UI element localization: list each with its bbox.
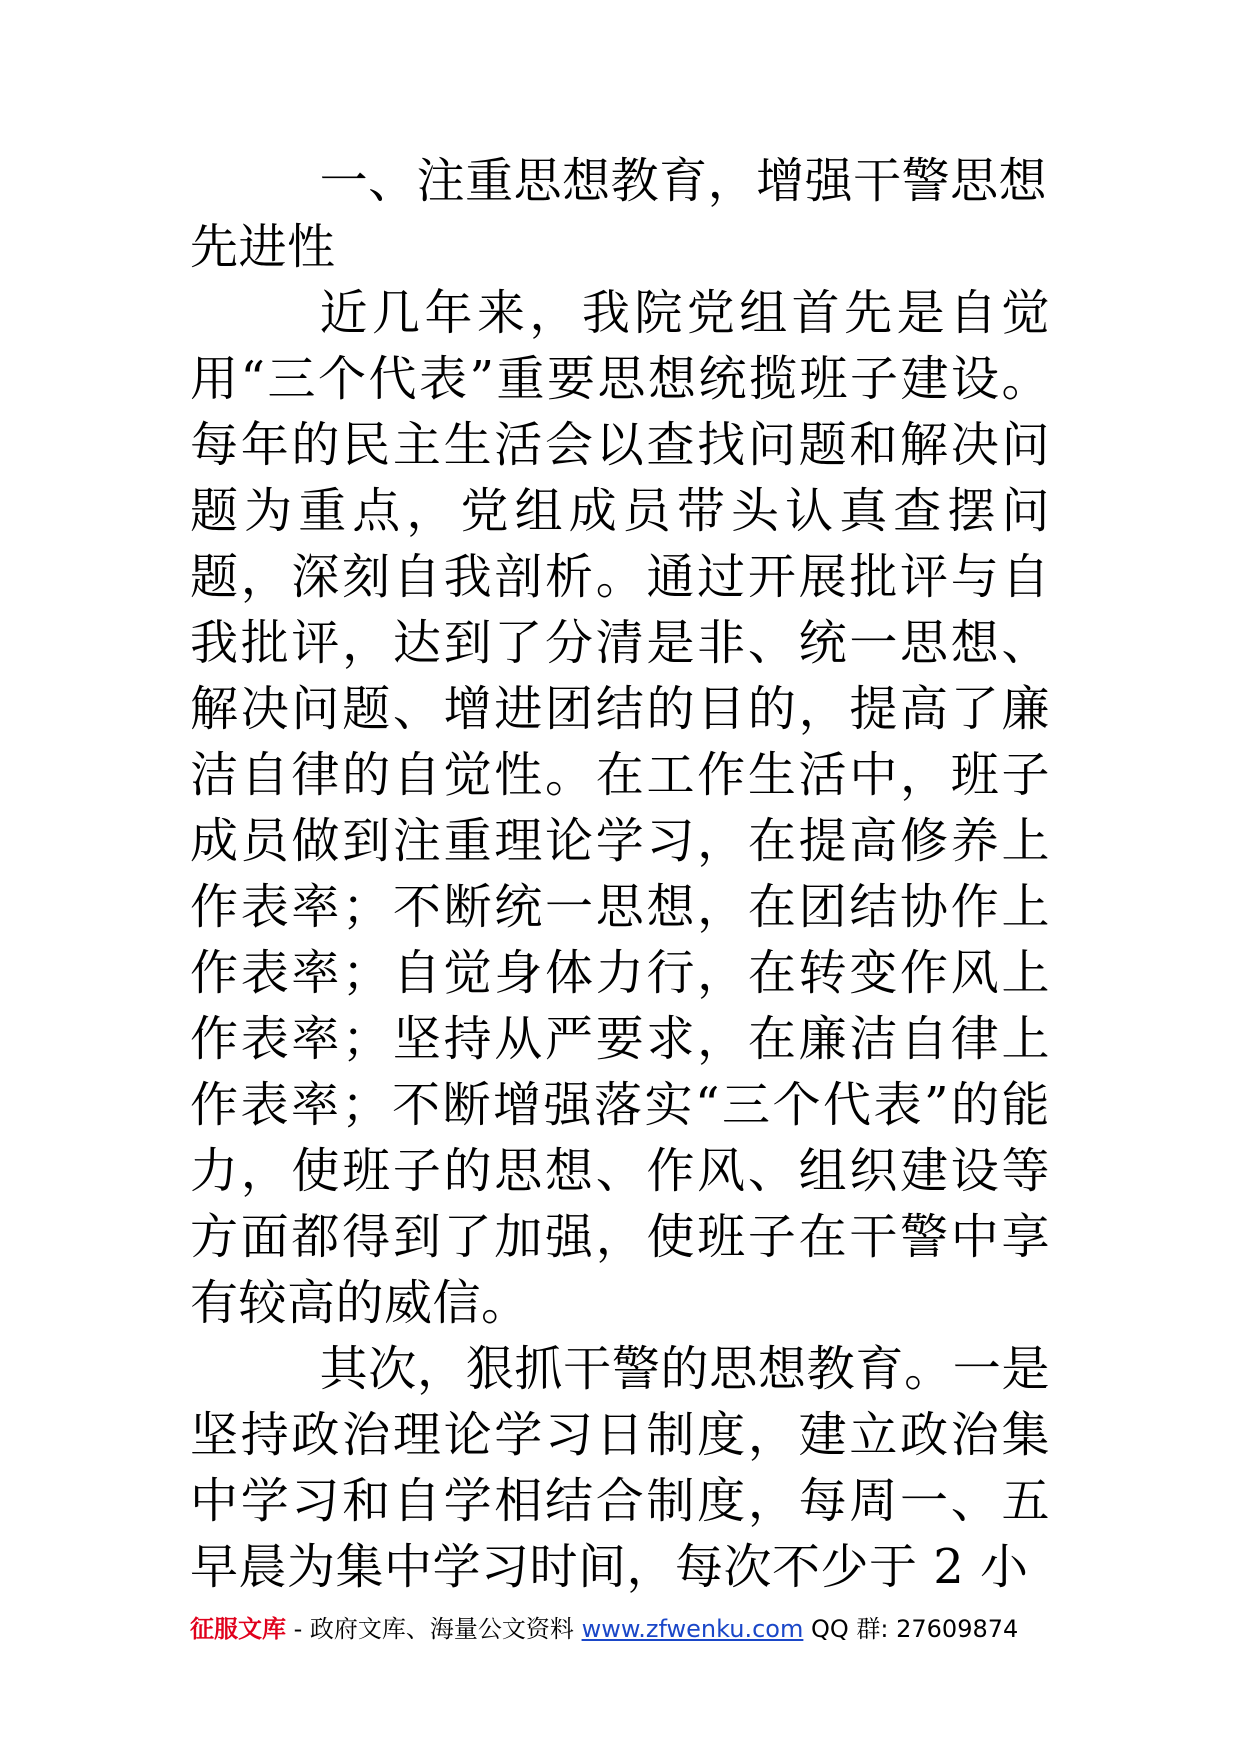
page-footer: [190, 1612, 1060, 1646]
footer-brand: 征服文库: [190, 1615, 286, 1643]
body-paragraph-1: 近几年来，我院党组首先是自觉用“三个代表”重要思想统揽班子建设。每年的民主生活会以查找问题和解决问题为重点，党组成员带头认真查摆问题，深刻自我剖析。通过开展批评与自我批评，达到了分清是非、统一思想、解决问题、增进团结的目的，提高了廉洁自律的自觉性。在工作生活中，班子成员做到注重理论学习，在提高修养上作表率；不断统一思想，在团结协作上作表率；自觉身体力行，在转变作风上作表率；坚持从严要求，在廉洁自律上作表率；不断增强落实“三个代表”的能力，使班子的思想、作风、组织建设等方面都得到了加强，使班子在干警中享有较高的威信。: [190, 285, 1050, 1331]
footer-qq-group: QQ 群: 27609874: [803, 1615, 1019, 1643]
footer-description: 政府文库、海量公文资料: [309, 1615, 582, 1643]
body-paragraph-2: 其次，狠抓干警的思想教育。一是坚持政治理论学习日制度，建立政治集中学习和自学相结合制度，每周一、五早晨为集中学习时间，每次不少于 2 小: [190, 1341, 1050, 1595]
document-body: [190, 148, 1050, 1600]
footer-separator: -: [286, 1615, 310, 1643]
footer-website-link[interactable]: www.zfwenku.com: [581, 1615, 804, 1643]
section-heading: 一、注重思想教育，增强干警思想先进性: [190, 153, 1048, 275]
